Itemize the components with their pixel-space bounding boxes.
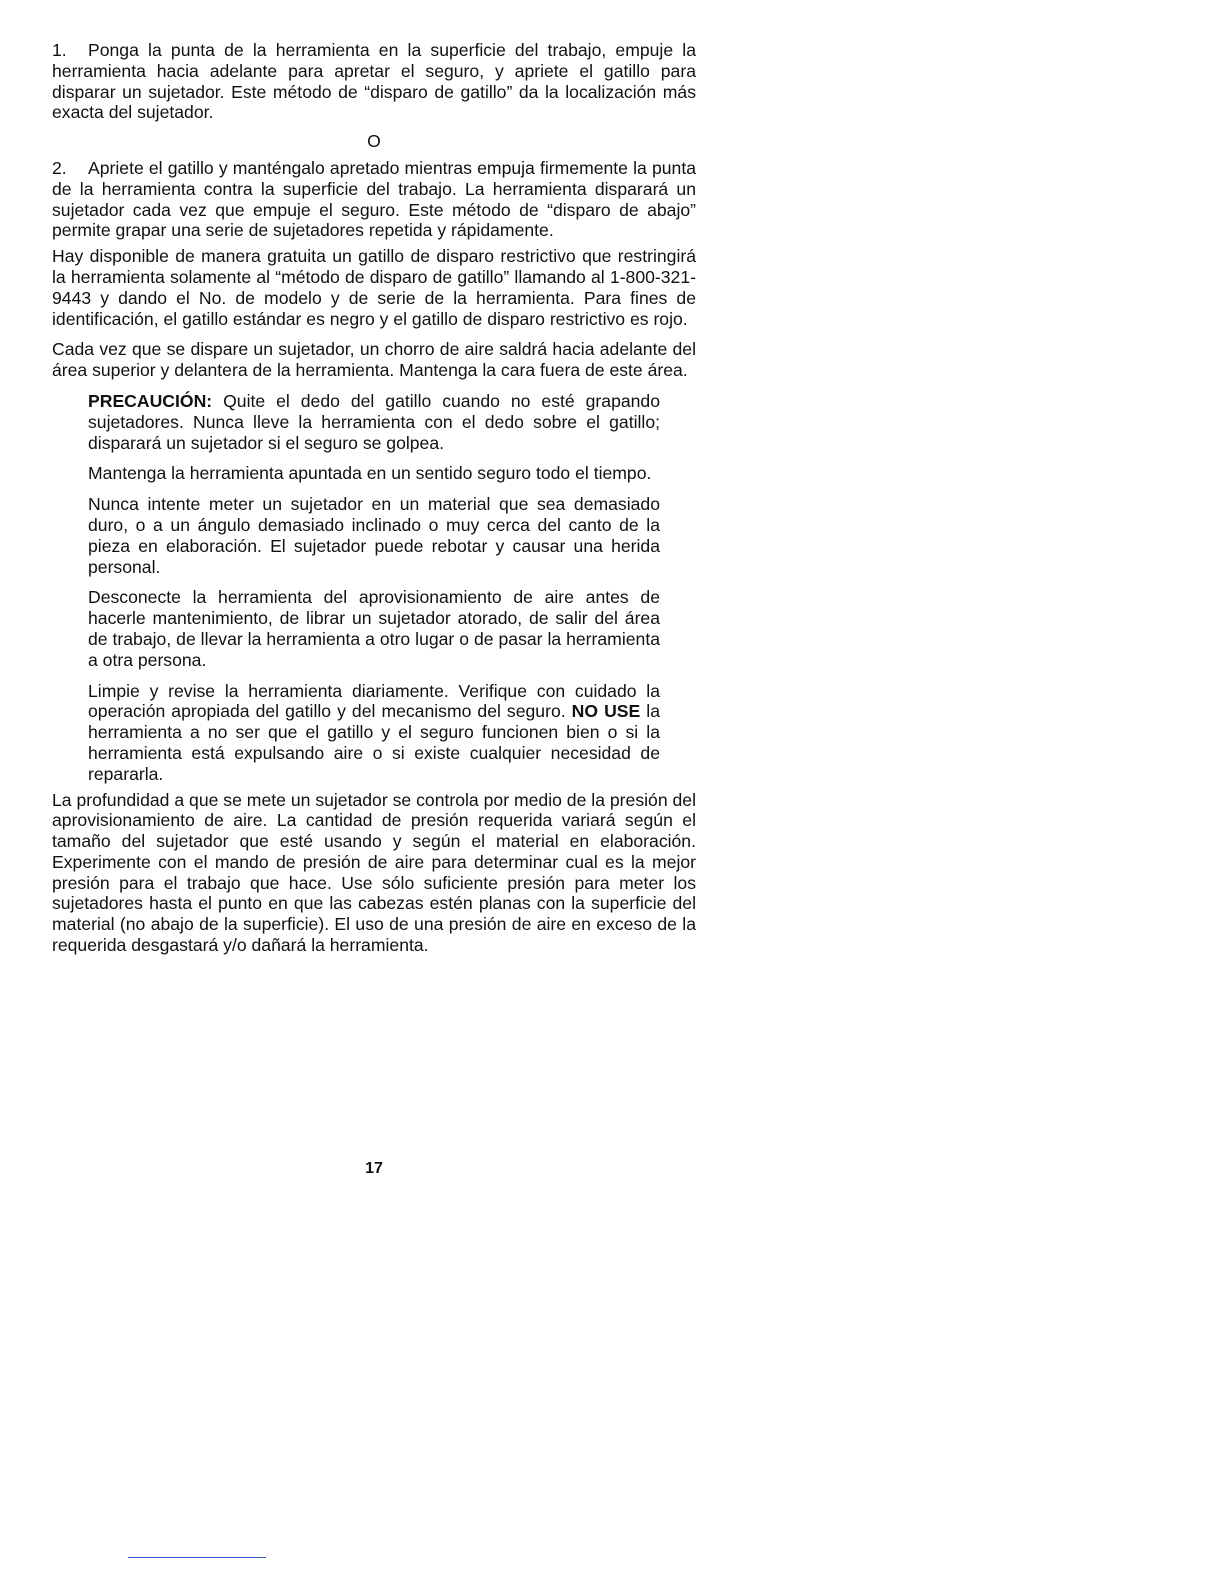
restrictive-trigger-paragraph: Hay disponible de manera gratuita un gatillo de disparo restrictivo que restringirá la herramienta solamente al “método de disparo de gatillo” llamando al 1-800-321-9443 y dando el No. de modelo y de serie de la herramienta. Para fines de identificación, el gatillo estándar es negro y el gatillo de disparo restrictivo es rojo.	[52, 246, 696, 329]
step-2-text: Apriete el gatillo y manténgalo apretado mientras empuja firmemente la punta de la herramienta contra la superficie del trabajo. La herramienta disparará un sujetador cada vez que empuje el seguro. Este método de “disparo de abajo” permite grapar una serie de sujetadores repetida y rápidamente.	[52, 157, 696, 241]
inspect-text-start: Limpie y revise la herramienta diariamente. Verifique con cuidado la operación apropiada del gatillo y del mecanismo del seguro.	[88, 680, 660, 722]
caution-text: Quite el dedo del gatillo cuando no esté grapando sujetadores. Nunca lleve la herramienta con el dedo sobre el gatillo; disparará un sujetador si el seguro se golpea.	[88, 390, 660, 453]
safe-direction-paragraph: Mantenga la herramienta apuntada en un sentido seguro todo el tiempo.	[88, 463, 652, 484]
step-1-number: 1.	[52, 40, 67, 60]
inspect-text-end: la herramienta a no ser que el gatillo y el seguro funcionen bien o si la herramienta está expulsando aire o si existe cualquier necesidad de repararla.	[88, 701, 660, 784]
step-1-text: Ponga la punta de la herramienta en la superficie del trabajo, empuje la herramienta hacia adelante para apretar el seguro, y apriete el gatillo para disparar un sujetador. Este método de “disparo de gatillo” da la localización más exacta del sujetador.	[52, 40, 696, 123]
depth-control-paragraph: La profundidad a que se mete un sujetador se controla por medio de la presión del aprovisionamiento de aire. La cantidad de presión requerida variará según el tamaño del sujetador que esté usando y según el material en elaboración. Experimente con el mando de presión de aire para determinar cual es la mejor presión para el trabajo que hace. Use sólo suficiente presión para meter los sujetadores hasta el punto en que las cabezas estén planas con la superficie del material (no abajo de la superficie). El uso de una presión de aire en exceso de la requerida desgastará y/o dañará la herramienta.	[52, 789, 696, 956]
air-blast-paragraph: Cada vez que se dispare un sujetador, un chorro de aire saldrá hacia adelante del área superior y delantera de la herramienta. Mantenga la cara fuera de este área.	[52, 339, 696, 381]
caution-paragraph	[88, 391, 660, 453]
step-1-paragraph	[52, 40, 696, 123]
no-use-warning: NO USE	[571, 701, 641, 722]
step-2-paragraph	[52, 158, 696, 241]
page-number: 17	[365, 1160, 383, 1177]
hard-material-paragraph: Nunca intente meter un sujetador en un material que sea demasiado duro, o a un ángulo demasiado inclinado o muy cerca del canto de la pieza en elaboración. El sujetador puede rebotar y causar una herida personal.	[88, 494, 660, 577]
inspect-paragraph	[88, 681, 660, 785]
step-2-number: 2.	[52, 157, 67, 178]
main-text-column	[52, 40, 696, 956]
alternative-separator: O	[367, 131, 381, 152]
caution-label: PRECAUCIÓN:	[88, 390, 213, 411]
disconnect-paragraph: Desconecte la herramienta del aprovisionamiento de aire antes de hacerle mantenimiento, de librar un sujetador atorado, de salir del área de trabajo, de llevar la herramienta a otro lugar o de pasar la herramienta a otra persona.	[88, 587, 660, 670]
bottom-divider	[128, 1557, 266, 1558]
